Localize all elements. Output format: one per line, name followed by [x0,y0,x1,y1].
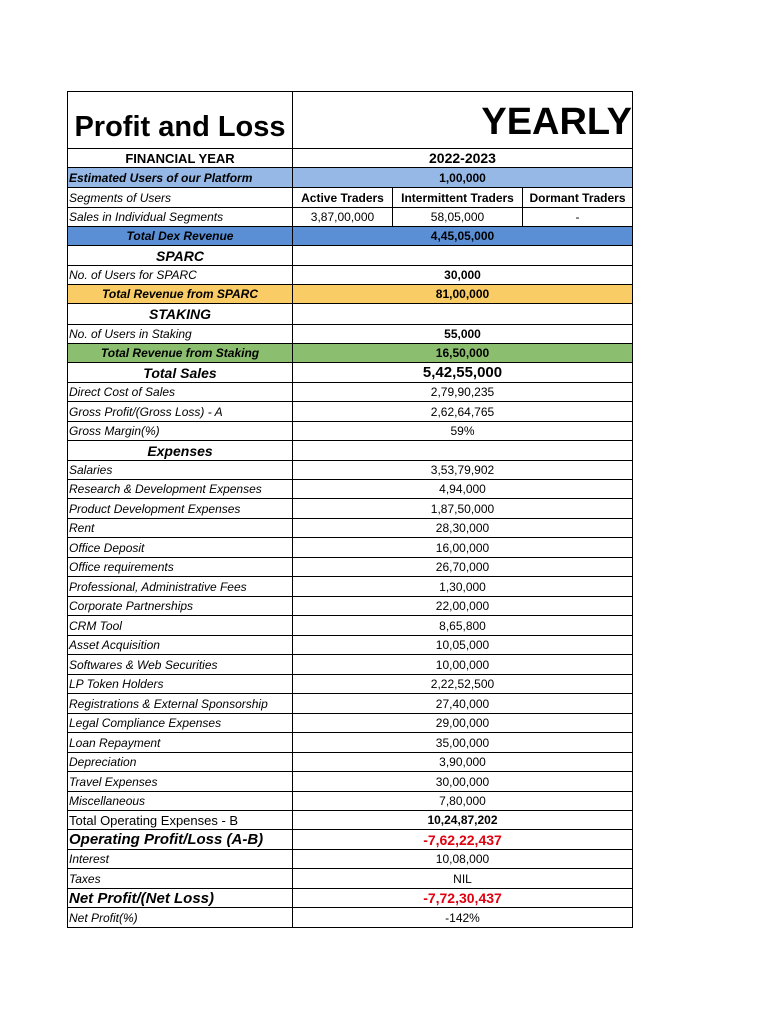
expense-row [67,694,633,714]
gross-profit-row [67,402,633,422]
financial-year-row [67,149,633,168]
sales-segments-label: Sales in Individual Segments [67,208,293,226]
taxes-row [67,869,633,889]
expense-label: Travel Expenses [67,772,293,791]
title-cell [67,92,293,148]
expense-row [67,675,633,694]
net-profit-pct-row [67,908,633,928]
expense-row [67,597,633,616]
interest-value: 10,08,000 [293,850,633,868]
estimated-users-label: Estimated Users of our Platform [67,168,293,187]
expense-label: Research & Development Expenses [67,480,293,498]
expense-row [67,655,633,675]
total-sales-row [67,363,633,383]
sales-active-value: 3,87,00,000 [293,208,393,226]
expense-label: Depreciation [67,753,293,771]
net-profit-pct-value: -142% [293,908,633,927]
expenses-heading-blank [293,441,633,460]
gross-margin-row [67,422,633,441]
total-opex-label: Total Operating Expenses - B [67,811,293,829]
expense-row [67,538,633,558]
expense-row [67,772,633,792]
expense-row [67,733,633,753]
expense-value: 3,53,79,902 [293,461,633,479]
page-title: Profit and Loss [74,111,286,143]
expense-label: Office Deposit [67,538,293,557]
sparc-users-row [67,265,633,285]
segments-row [67,188,633,208]
operating-profit-value: -7,62,22,437 [293,830,633,849]
segment-dormant-header: Dormant Traders [523,188,633,207]
staking-heading: STAKING [67,304,293,324]
sparc-users-value: 30,000 [293,266,633,284]
total-sales-label: Total Sales [67,363,293,382]
sparc-revenue-label: Total Revenue from SPARC [67,285,293,303]
gross-margin-label: Gross Margin(%) [67,422,293,440]
net-profit-value: -7,72,30,437 [293,889,633,907]
expense-value: 1,87,50,000 [293,499,633,518]
sparc-heading-row [67,246,633,265]
expense-label: Legal Compliance Expenses [67,714,293,732]
expense-label: Asset Acquisition [67,636,293,654]
expense-label: LP Token Holders [67,675,293,693]
expense-row [67,519,633,538]
expense-row [67,753,633,772]
expense-row [67,499,633,519]
staking-users-value: 55,000 [293,325,633,343]
taxes-label: Taxes [67,869,293,888]
expense-label: Loan Repayment [67,733,293,752]
sales-segments-row [67,208,633,227]
expense-label: Corporate Partnerships [67,597,293,615]
expense-value: 8,65,800 [293,616,633,635]
expense-value: 22,00,000 [293,597,633,615]
expense-label: Product Development Expenses [67,499,293,518]
net-profit-row [67,889,633,908]
staking-users-row [67,324,633,344]
expense-label: Registrations & External Sponsorship [67,694,293,713]
total-opex-value: 10,24,87,202 [293,811,633,829]
direct-cost-row [67,383,633,402]
interest-row [67,850,633,869]
expense-value: 4,94,000 [293,480,633,498]
expense-row [67,616,633,636]
gross-margin-value: 59% [293,422,633,440]
expense-label: CRM Tool [67,616,293,635]
staking-revenue-row [67,344,633,363]
expense-value: 10,05,000 [293,636,633,654]
expenses-heading: Expenses [67,441,293,460]
expense-row [67,636,633,655]
expenses-heading-row [67,441,633,460]
expense-value: 1,30,000 [293,577,633,596]
total-opex-row [67,811,633,830]
expense-label: Salaries [67,461,293,479]
staking-users-label: No. of Users in Staking [67,325,293,343]
expense-row [67,714,633,733]
expense-value: 10,00,000 [293,655,633,674]
expense-value: 2,22,52,500 [293,675,633,693]
staking-heading-blank [293,304,633,324]
taxes-value: NIL [293,869,633,888]
sparc-heading-blank [293,246,633,265]
expense-value: 29,00,000 [293,714,633,732]
sparc-revenue-row [67,285,633,304]
expense-value: 35,00,000 [293,733,633,752]
staking-revenue-value: 16,50,000 [293,344,633,362]
segment-intermittent-header: Intermittent Traders [393,188,523,207]
expense-value: 28,30,000 [293,519,633,537]
operating-profit-row [67,830,633,850]
sales-intermittent-value: 58,05,000 [393,208,523,226]
gross-profit-label: Gross Profit/(Gross Loss) - A [67,402,293,421]
net-profit-pct-label: Net Profit(%) [67,908,293,927]
yearly-cell [293,92,633,148]
yearly-title: YEARLY [481,101,632,143]
expense-value: 7,80,000 [293,792,633,810]
dex-revenue-row [67,227,633,246]
segment-active-header: Active Traders [293,188,393,207]
estimated-users-value: 1,00,000 [293,168,633,187]
expense-row [67,480,633,499]
dex-revenue-value: 4,45,05,000 [293,227,633,245]
sparc-users-label: No. of Users for SPARC [67,266,293,284]
gross-profit-value: 2,62,64,765 [293,402,633,421]
direct-cost-label: Direct Cost of Sales [67,383,293,401]
expense-label: Softwares & Web Securities [67,655,293,674]
title-row [67,91,633,149]
sales-dormant-value: - [523,208,633,226]
net-profit-label: Net Profit/(Net Loss) [67,889,293,907]
expense-row [67,460,633,480]
expense-row [67,558,633,577]
dex-revenue-label: Total Dex Revenue [67,227,293,245]
expense-row [67,792,633,811]
segments-label: Segments of Users [67,188,293,207]
direct-cost-value: 2,79,90,235 [293,383,633,401]
expense-value: 27,40,000 [293,694,633,713]
interest-label: Interest [67,850,293,868]
expense-label: Professional, Administrative Fees [67,577,293,596]
sparc-heading: SPARC [67,246,293,265]
total-sales-value: 5,42,55,000 [293,363,633,382]
staking-heading-row [67,304,633,324]
expense-label: Office requirements [67,558,293,576]
expense-label: Miscellaneous [67,792,293,810]
expense-value: 16,00,000 [293,538,633,557]
expense-label: Rent [67,519,293,537]
financial-year-label: FINANCIAL YEAR [67,149,293,167]
estimated-users-row [67,168,633,188]
expense-value: 30,00,000 [293,772,633,791]
staking-revenue-label: Total Revenue from Staking [67,344,293,362]
expense-value: 26,70,000 [293,558,633,576]
sparc-revenue-value: 81,00,000 [293,285,633,303]
expense-value: 3,90,000 [293,753,633,771]
financial-year-value: 2022-2023 [293,149,633,167]
operating-profit-label: Operating Profit/Loss (A-B) [67,830,293,849]
expense-row [67,577,633,597]
